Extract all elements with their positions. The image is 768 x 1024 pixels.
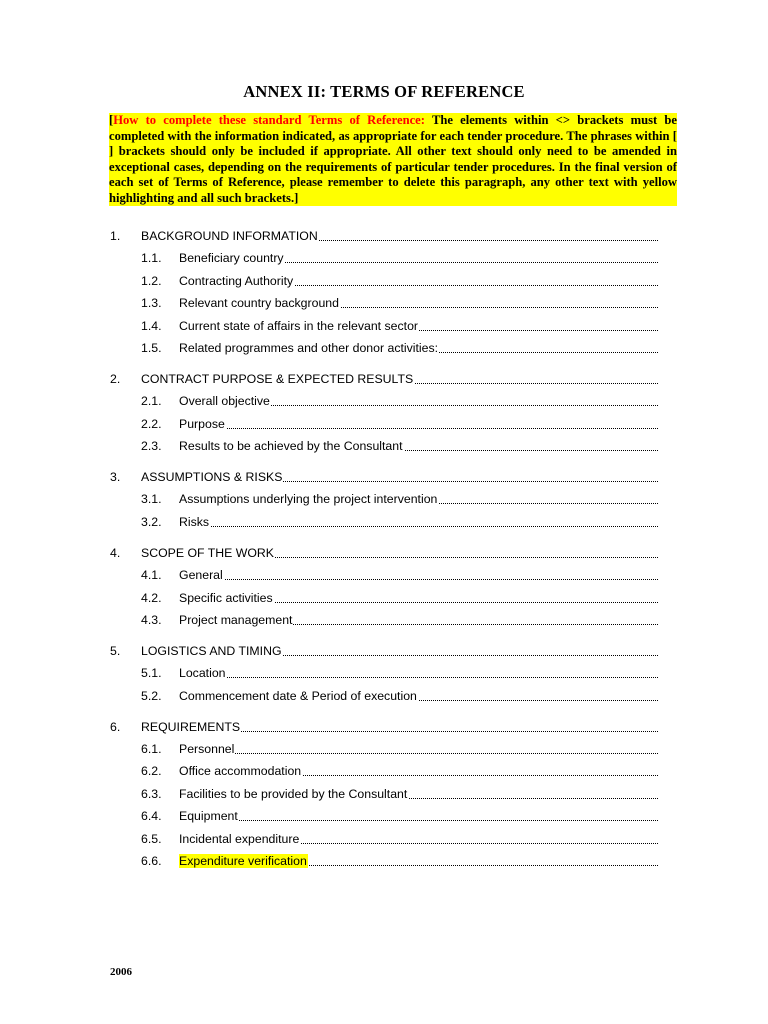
toc-number: 5.2. [141,688,162,703]
toc-label-wrap [179,513,658,531]
toc-subsection [0,437,768,455]
toc-subsection [0,740,768,758]
page-title: ANNEX II: TERMS OF REFERENCE [243,82,525,101]
toc-number: 1.5. [141,341,162,355]
toc-number: 5.1. [141,666,162,681]
toc-label: Beneficiary country [179,251,284,266]
toc-label: Specific activities [179,590,273,605]
toc-subsection [0,762,768,780]
toc-label: Current state of affairs in the relevant sector [179,318,418,333]
toc-label-wrap [179,740,658,758]
toc-label: Equipment [179,809,238,824]
toc-number: 1.3. [141,296,162,311]
toc-subsection [0,294,768,312]
toc-number: 5. [110,643,121,658]
toc-label-wrap [179,589,658,607]
toc-label: Location [179,666,226,681]
toc-label-wrap [141,468,658,486]
toc-label-wrap [141,642,658,660]
toc-label: Expenditure verification [179,853,307,868]
toc-label: Contracting Authority [179,273,294,288]
toc-number: 2. [110,371,121,386]
toc-subsection [0,415,768,433]
toc-label-wrap [179,687,658,705]
toc-subsection [0,249,768,267]
toc-subsection [0,339,768,357]
toc-label-wrap [179,437,658,455]
toc-number: 6.1. [141,741,162,756]
toc-label: Personnel [179,741,235,756]
toc-label: General [179,568,223,583]
toc-number: 3.1. [141,492,162,507]
toc-label: REQUIREMENTS [141,719,241,734]
toc-label: Incidental expenditure [179,831,300,846]
toc-subsection [0,513,768,531]
toc-section [0,718,768,736]
toc-number: 4.1. [141,568,162,583]
toc-number: 6.2. [141,764,162,779]
toc-number: 6.4. [141,809,162,824]
note-red-heading: How to complete these standard Terms of Reference: [113,113,425,127]
toc-label: Commencement date & Period of execution [179,688,417,703]
toc-label-wrap [179,611,658,629]
toc-label: SCOPE OF THE WORK [141,545,275,560]
toc-number: 1.1. [141,251,162,266]
toc-label: LOGISTICS AND TIMING [141,643,282,658]
toc-label-wrap [179,830,658,848]
toc-label: BACKGROUND INFORMATION [141,229,318,243]
toc-subsection [0,807,768,825]
toc-subsection [0,272,768,290]
toc-label-wrap [179,294,658,312]
toc-number: 1. [110,229,121,243]
toc-label-wrap [179,852,658,870]
toc-label: Office accommodation [179,764,302,779]
toc-number: 2.3. [141,439,162,454]
toc-number: 2.2. [141,416,162,431]
toc-number: 3.2. [141,514,162,529]
toc-number: 4.2. [141,590,162,605]
toc-label: Results to be achieved by the Consultant [179,439,403,454]
toc-subsection [0,687,768,705]
toc-label-wrap [179,807,658,825]
toc-label-wrap [179,566,658,584]
toc-label-wrap [179,317,658,335]
footer-year: 2006 [110,966,132,978]
toc-label-wrap [179,272,658,290]
toc-number: 3. [110,470,121,484]
toc-label: Facilities to be provided by the Consultant [179,786,408,801]
toc-label-wrap [141,718,658,736]
toc-section [0,544,768,562]
toc-number: 6. [110,719,121,734]
toc-label: Related programmes and other donor activities: [179,341,439,355]
toc-label-wrap [141,544,658,562]
toc-label: ASSUMPTIONS & RISKS [141,470,283,484]
toc-subsection [0,392,768,410]
toc-label: Project management [179,612,293,627]
toc-label: Assumptions underlying the project intervention [179,492,438,507]
toc-number: 6.3. [141,786,162,801]
toc-label-wrap [179,664,658,682]
toc-label-wrap [141,227,658,245]
toc-label: Overall objective [179,394,270,409]
toc-label-wrap [179,762,658,780]
toc-section [0,227,768,245]
toc-label-wrap [179,392,658,410]
note-open-bracket: [ [109,113,114,127]
toc-label-wrap [179,249,658,267]
toc-number: 6.5. [141,831,162,846]
toc-section [0,468,768,486]
toc-subsection [0,830,768,848]
toc-label: CONTRACT PURPOSE & EXPECTED RESULTS [141,371,414,386]
toc-number: 6.6. [141,853,162,868]
toc-label-wrap [179,490,658,508]
toc-subsection [0,611,768,629]
toc-label-wrap [179,785,658,803]
toc-subsection [0,566,768,584]
toc-subsection [0,490,768,508]
toc-label: Risks [179,514,210,529]
toc-subsection [0,785,768,803]
toc-section [0,370,768,388]
toc-number: 4. [110,545,121,560]
toc-number: 1.4. [141,318,162,333]
toc-subsection [0,664,768,682]
toc-label-wrap [141,370,658,388]
toc-number: 2.1. [141,394,162,409]
toc-label: Purpose [179,416,225,431]
toc-number: 1.2. [141,273,162,288]
toc-label-wrap [179,415,658,433]
toc-label-wrap [179,339,658,357]
toc-number: 4.3. [141,612,162,627]
note-body: The elements within <> brackets must be completed with the information indicated, as appropriate for each tender procedure. The phrases within [ ] brackets should only be included if appropriate. All other text should only need to be amended in exceptional cases, depending on the requirements of particular tender procedures. In the final version of each set of Terms of Reference, please remember to delete this paragraph, any other text with yellow highlighting and all such brackets.] [109,113,677,205]
toc-subsection [0,852,768,870]
toc-subsection [0,317,768,335]
toc-label: Relevant country background [179,296,339,311]
toc-section [0,642,768,660]
toc-subsection [0,589,768,607]
